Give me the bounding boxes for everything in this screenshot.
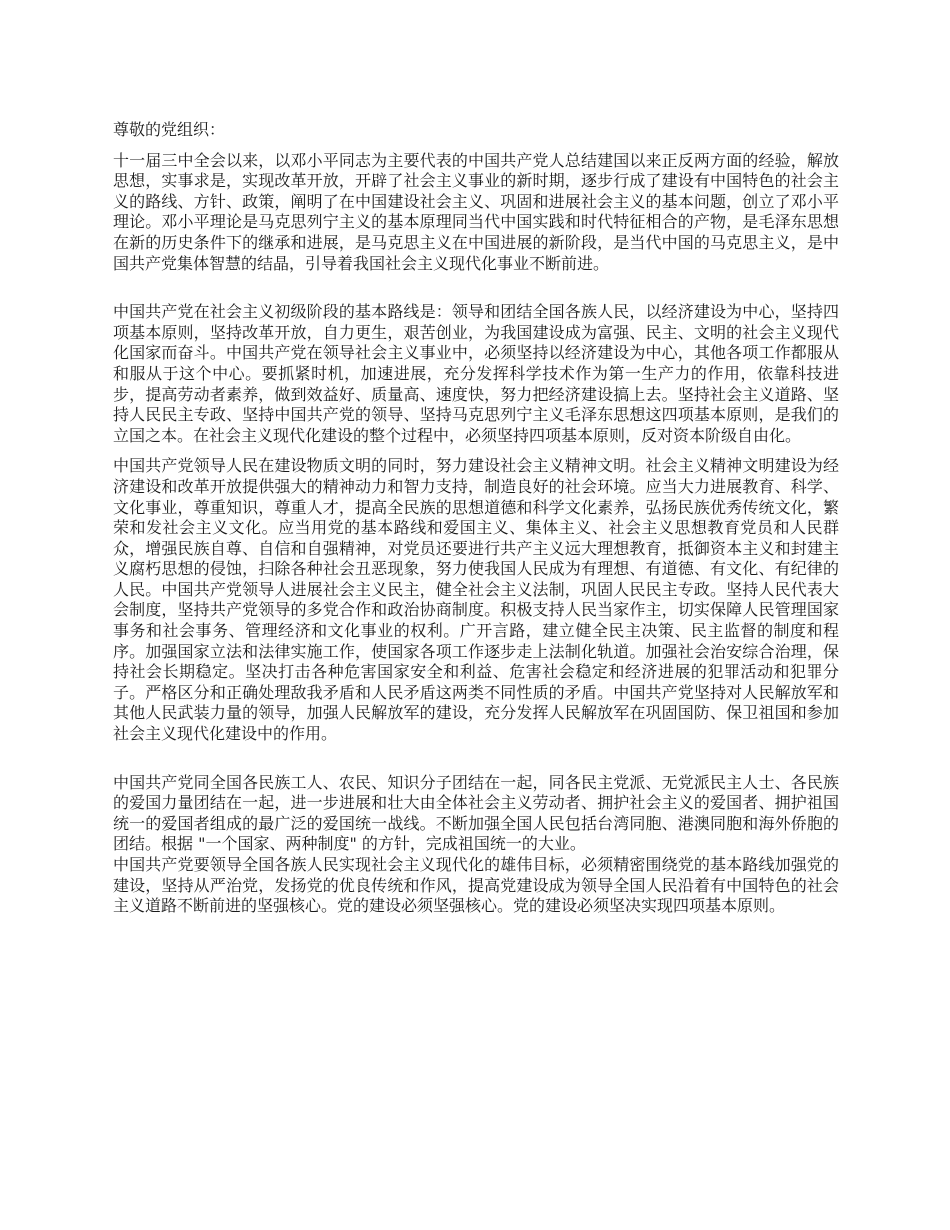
- letter-body: [113, 120, 839, 917]
- paragraph-3: 中国共产党领导人民在建设物质文明的同时，努力建设社会主义精神文明。社会主义精神文明建设为经济建设和改革开放提供强大的精神动力和智力支持，制造良好的社会环境。应当大力进展教育、科学、文化事业，尊重知识，尊重人才，提高全民族的思想道德和科学文化素养，弘扬民族优秀传统文化，繁荣和发社会主义文化。应当用党的基本路线和爱国主义、集体主义、社会主义思想教育党员和人民群众，增强民族自尊、自信和自强精神，对党员还要进行共产主义远大理想教育，抵御资本主义和封建主义腐朽思想的侵蚀，扫除各种社会丑恶现象，努力使我国人民成为有理想、有道德、有文化、有纪律的人民。中国共产党领导人进展社会主义民主，健全社会主义法制，巩固人民民主专政。坚持人民代表大会制度，坚持共产党领导的多党合作和政治协商制度。积极支持人民当家作主，切实保障人民管理国家事务和社会事务、管理经济和文化事业的权利。广开言路，建立健全民主决策、民主监督的制度和程序。加强国家立法和法律实施工作，使国家各项工作逐步走上法制化轨道。加强社会治安综合治理，保持社会长期稳定。坚决打击各种危害国家安全和利益、危害社会稳定和经济进展的犯罪活动和犯罪分子。严格区分和正确处理敌我矛盾和人民矛盾这两类不同性质的矛盾。中国共产党坚持对人民解放军和其他人民武装力量的领导，加强人民解放军的建设，充分发挥人民解放军在巩固国防、保卫祖国和参加社会主义现代化建设中的作用。: [113, 456, 839, 744]
- paragraph-1: 十一届三中全会以来，以邓小平同志为主要代表的中国共产党人总结建国以来正反两方面的经验，解放思想，实事求是，实现改革开放，开辟了社会主义事业的新时期，逐步行成了建设有中国特色的社会主义的路线、方针、政策，阐明了在中国建设社会主义、巩固和进展社会主义的基本问题，创立了邓小平理论。邓小平理论是马克思列宁主义的基本原理同当代中国实践和时代特征相合的产物，是毛泽东思想在新的历史条件下的继承和进展，是马克思主义在中国进展的新阶段，是当代中国的马克思主义，是中国共产党集体智慧的结晶，引导着我国社会主义现代化事业不断前进。: [113, 150, 839, 273]
- paragraph-2: 中国共产党在社会主义初级阶段的基本路线是：领导和团结全国各族人民，以经济建设为中心，坚持四项基本原则，坚持改革开放，自力更生，艰苦创业，为我国建设成为富强、民主、文明的社会主义现代化国家而奋斗。中国共产党在领导社会主义事业中，必须坚持以经济建设为中心，其他各项工作都服从和服从于这个中心。要抓紧时机，加速进展，充分发挥科学技术作为第一生产力的作用，依靠科技进步，提高劳动者素养，做到效益好、质量高、速度快，努力把经济建设搞上去。坚持社会主义道路、坚持人民民主专政、坚持中国共产党的领导、坚持马克思列宁主义毛泽东思想这四项基本原则，是我们的立国之本。在社会主义现代化建设的整个过程中，必须坚持四项基本原则，反对资本阶级自由化。: [113, 302, 839, 445]
- paragraph-spacer: [113, 274, 839, 302]
- salutation: 尊敬的党组织：: [113, 120, 226, 139]
- paragraph-spacer: [113, 446, 839, 456]
- paragraph-5: 中国共产党要领导全国各族人民实现社会主义现代化的雄伟目标，必须精密围绕党的基本路线加强党的建设，坚持从严治党，发扬党的优良传统和作风，提高党建设成为领导全国人民沿着有中国特色的社会主义道路不断前进的坚强核心。党的建设必须坚强核心。党的建设必须坚决实现四项基本原则。: [113, 855, 839, 916]
- paragraph-spacer: [113, 745, 839, 773]
- paragraph-4: 中国共产党同全国各民族工人、农民、知识分子团结在一起，同各民主党派、无党派民主人士、各民族的爱国力量团结在一起，进一步进展和壮大由全体社会主义劳动者、拥护社会主义的爱国者、拥护祖国统一的爱国者组成的最广泛的爱国统一战线。不断加强全国人民包括台湾同胞、港澳同胞和海外侨胞的团结。根据 "一个国家、两种制度" 的方针，完成祖国统一的大业。: [113, 772, 839, 854]
